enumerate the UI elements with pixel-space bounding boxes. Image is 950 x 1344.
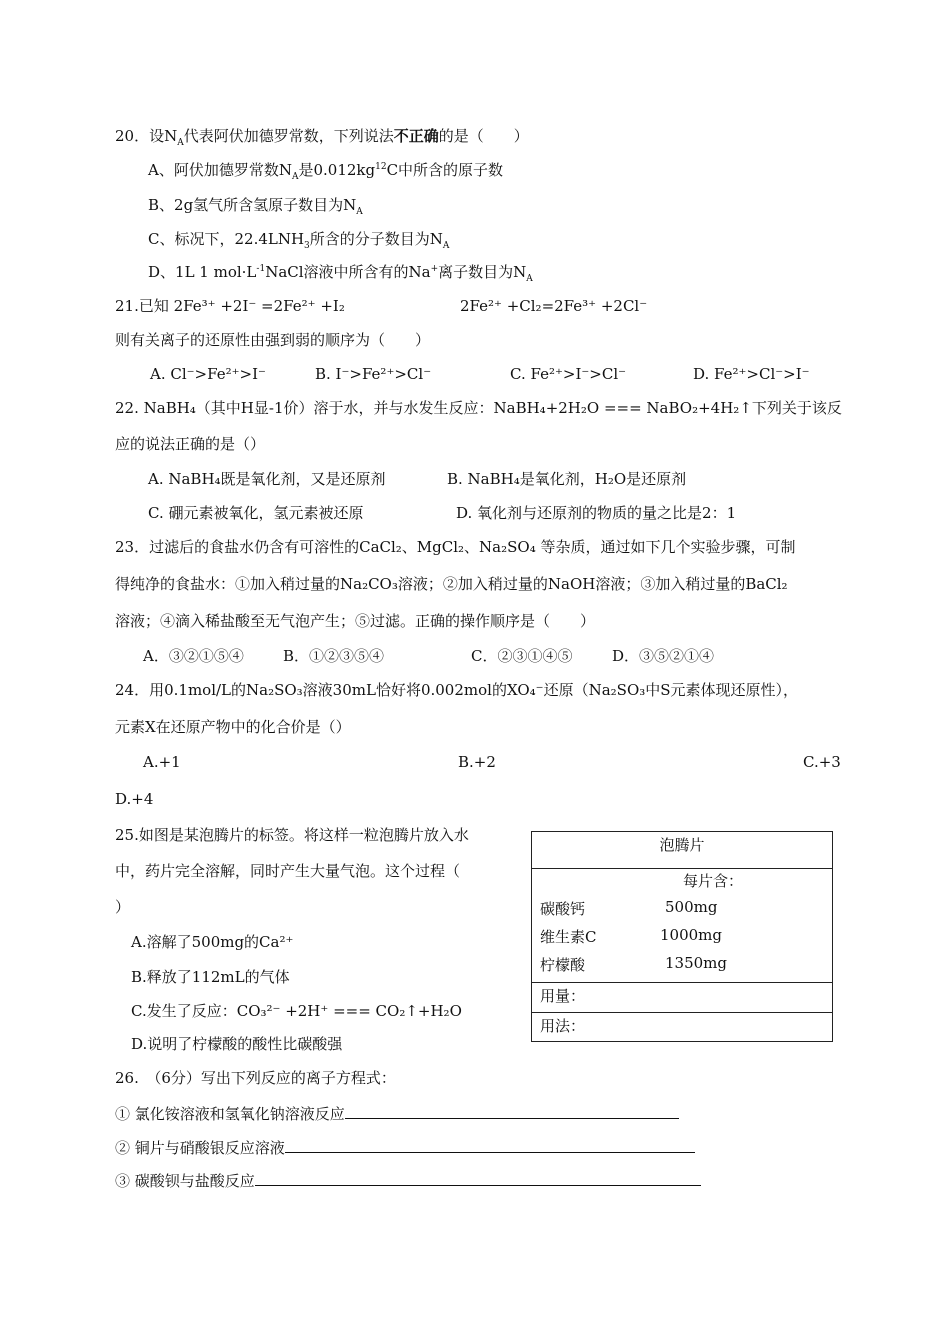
q21-stem-question: 则有关离子的还原性由强到弱的顺序为（ ） [115,331,431,349]
label-row-amount: 1350mg [665,954,727,972]
answer-blank[interactable] [255,1169,701,1186]
q26-item-2: ② 铜片与硝酸银反应溶液 [115,1136,695,1158]
label-each-contains: 每片含： [683,872,744,890]
label-row-amount: 500mg [665,898,718,916]
q23-option-b: B．①②③⑤④ [283,647,385,665]
q21-option-d: D. Fe²⁺>Cl⁻>I⁻ [693,365,810,383]
q26-item-3: ③ 碳酸钡与盐酸反应 [115,1169,701,1191]
label-row-name: 维生素C [540,928,597,946]
q20-option-d: D、1L 1 $mol\cdot L^{-1}NaCl$溶液中所含有的Na+离子数目为$N_A$ [148,263,533,284]
q21-stem-reaction-2: 2Fe²⁺ +Cl₂=2Fe³⁺ +2Cl⁻ [460,297,648,315]
q25-option-c: C.发生了反应：CO₃²⁻ +2H⁺ === CO₂↑+H₂O [131,1002,462,1020]
label-row-amount: 1000mg [660,926,722,944]
label-row-name: 碳酸钙 [540,900,586,918]
q22-option-b: B. NaBH₄是氧化剂，H₂O是还原剂 [447,470,687,488]
q25-option-b: B.释放了112mL的气体 [131,968,290,986]
q25-stem-line-2: 中，药片完全溶解，同时产生大量气泡。这个过程（ [115,862,461,880]
q22-option-a: A. NaBH₄既是氧化剂，又是还原剂 [148,470,386,488]
q24-option-d: D.+4 [115,790,154,808]
label-row-name: 柠檬酸 [540,956,586,974]
effervescent-tablet-label [531,831,833,1042]
q20-option-c: C、标况下，$22.4LNH_3$所含的分子数目为$N_A$ [148,230,450,251]
q21-option-c: C. Fe²⁺>I⁻>Cl⁻ [510,365,627,383]
q22-stem-line-2: 应的说法正确的是（） [115,435,266,453]
q25-option-a: A.溶解了500mg的Ca²⁺ [131,933,294,951]
q21-option-a: A. Cl⁻>Fe²⁺>I⁻ [150,365,266,383]
q21-option-b: B. I⁻>Fe²⁺>Cl⁻ [315,365,432,383]
q21-stem-reaction-1: 21.已知 2Fe³⁺ +2I⁻ =2Fe²⁺ +I₂ [115,297,345,315]
label-divider [532,982,832,983]
q25-stem-line-3: ） [115,898,131,916]
q23-option-a: A．③②①⑤④ [143,647,244,665]
label-divider [532,1012,832,1013]
q23-option-c: C．②③①④⑤ [471,647,573,665]
q22-stem-line-1: 22. NaBH₄（其中H显-1价）溶于水，并与水发生反应：NaBH₄+2H₂O === NaBO₂+4H₂↑下列关于该反 [115,399,842,417]
q24-option-c: C.+3 [803,753,841,771]
q26-stem: 26. （6分）写出下列反应的离子方程式： [115,1069,396,1087]
q24-option-b: B.+2 [458,753,496,771]
q22-option-c: C. 硼元素被氧化，氢元素被还原 [148,504,364,522]
q22-option-d: D. 氧化剂与还原剂的物质的量之比是2：1 [456,504,737,522]
q20-option-a: A、阿伏加德罗常数$N_A$是$0.012kg^{12}C$中所含的原子数 [148,161,504,182]
q24-stem-line-2: 元素X在还原产物中的化合价是（） [115,718,351,736]
q24-stem-line-1: 24．用0.1mol/L的Na₂SO₃溶液30mL恰好将0.002mol的XO₄⁻还原（Na₂SO₃中S元素体现还原性）， [115,681,799,699]
q20-option-b: B、2g氢气所含氢原子数目为$N_A$ [148,196,363,217]
label-dosage: 用量： [540,987,586,1005]
q23-stem-line-1: 23．过滤后的食盐水仍含有可溶性的CaCl₂、MgCl₂、Na₂SO₄ 等杂质，通过如下几个实验步骤，可制 [115,538,796,556]
q25-option-d: D.说明了柠檬酸的酸性比碳酸强 [131,1035,343,1053]
q25-stem-line-1: 25.如图是某泡腾片的标签。将这样一粒泡腾片放入水 [115,826,469,844]
q24-option-a: A.+1 [143,753,181,771]
answer-blank[interactable] [285,1136,695,1153]
q23-option-d: D．③⑤②①④ [612,647,715,665]
label-title: 泡腾片 [659,836,705,854]
answer-blank[interactable] [345,1102,679,1119]
q23-stem-line-3: 溶液；④滴入稀盐酸至无气泡产生；⑤过滤。正确的操作顺序是（ ） [115,612,596,630]
label-divider [532,868,832,869]
label-usage: 用法： [540,1017,586,1035]
q26-item-1: ① 氯化铵溶液和氢氧化钠溶液反应 [115,1102,679,1124]
q23-stem-line-2: 得纯净的食盐水：①加入稍过量的Na₂CO₃溶液；②加入稍过量的NaOH溶液；③加入稍过量的BaCl₂ [115,575,788,593]
q20-stem: 20．设$N_A$代表阿伏加德罗常数，下列说法不正确的是（ ） [115,127,529,148]
